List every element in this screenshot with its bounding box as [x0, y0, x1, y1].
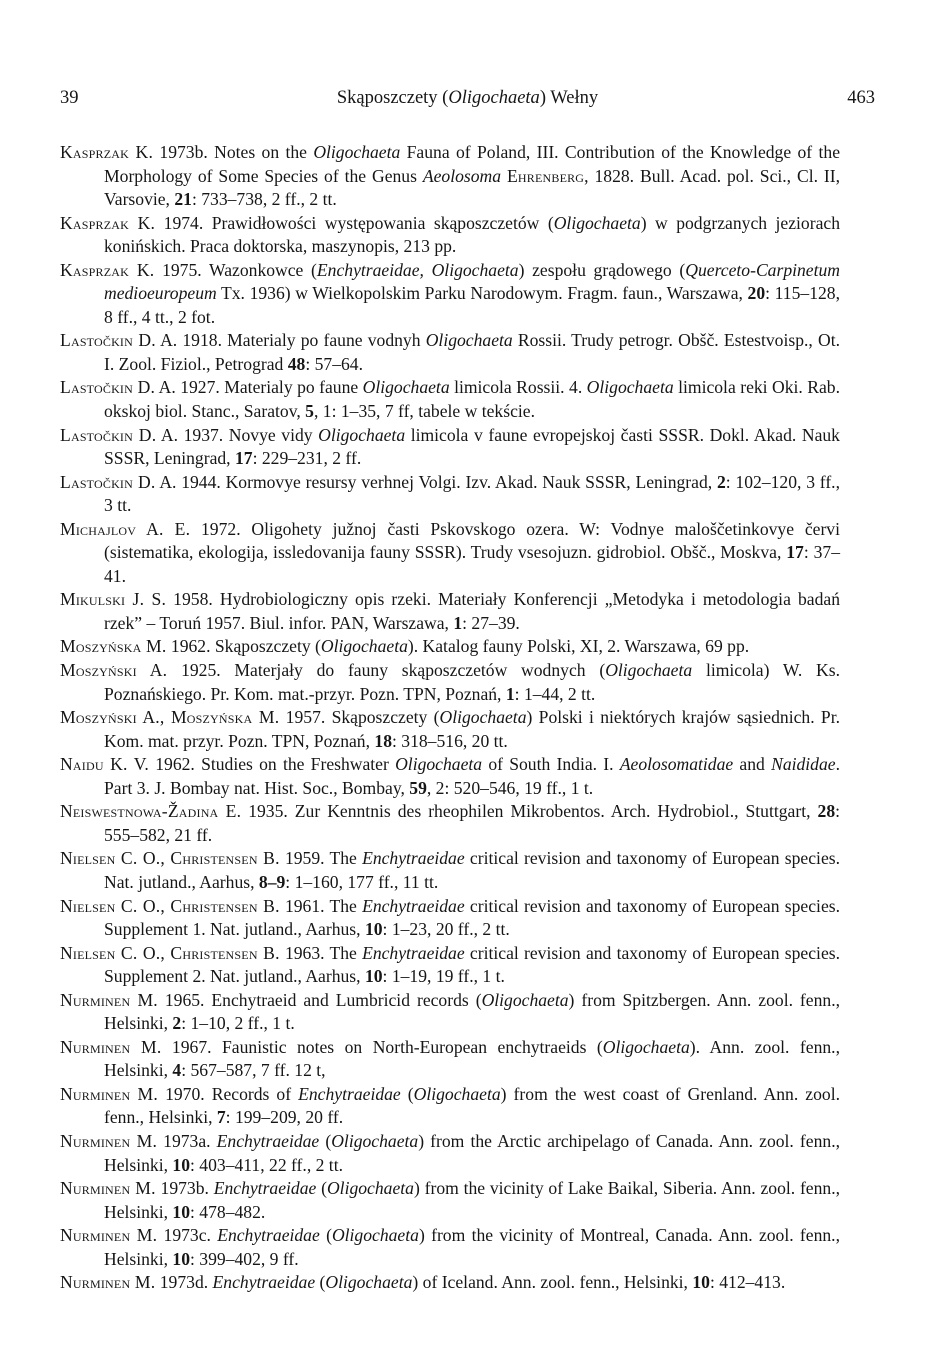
reference-text: 1967. Faunistic notes on North-European enchytraeids ( [161, 1036, 603, 1057]
reference-text: ) w podgrzanych jeziorach konińskich. Praca doktorska, maszynopis, 213 pp. [104, 212, 841, 257]
reference-text: A. 1937. Novye vidy [156, 424, 319, 445]
italic-taxon: Oligochaeta [586, 377, 674, 398]
reference-text: , 1: 1–35, 7 ff, tabele w tekście. [313, 401, 535, 422]
reference-text: 1925. Materjały do fauny skąposzczetów wodnych ( [167, 660, 606, 681]
reference-text: Fauna of Poland, III. Contribution of the Knowledge of the Morphology of Some Species of the Genus [104, 142, 841, 186]
volume-number: 10 [172, 1154, 191, 1175]
reference-text: 1973a. [157, 1130, 217, 1151]
reference-text: limicola v faune evropejskoj časti SSSR. Dokl. Akad. Nauk SSSR, Leningrad, [104, 424, 840, 469]
reference-text: : 478–482. [190, 1201, 266, 1222]
reference-entry [60, 989, 840, 1036]
italic-taxon: Enchytraeidae [213, 1178, 317, 1199]
italic-taxon: Aeolosoma [422, 165, 502, 186]
reference-text: ) from the west coast of Grenland. Ann. zool. fenn., Helsinki, [104, 1083, 840, 1128]
reference-text: , 2: 520–546, 19 ff., 1 t. [426, 777, 594, 798]
reference-text: ) from the vicinity of Montreal, Canada. Ann. zool. fenn., Helsinki, [104, 1225, 840, 1269]
reference-text: 1973d. [155, 1272, 213, 1293]
author-name: Nurminen M. [60, 1272, 156, 1293]
reference-text: : 403–411, 22 ff., 2 tt. [190, 1154, 343, 1175]
reference-text: 1957. Skąposzczety ( [279, 707, 440, 728]
reference-text: , 1828. Bull. Acad. pol. Sci., Cl. II, Varsovie, [104, 165, 841, 210]
italic-taxon: Enchytraeidae [217, 1225, 320, 1246]
reference-text: : 1–23, 20 ff., 2 tt. [382, 919, 510, 940]
reference-text: ) zespołu grądowego ( [518, 259, 686, 280]
reference-text: limicola reki Oki. Rab. okskoj biol. Stanc., Saratov, [104, 377, 840, 422]
author-name: Lastočkin D. [60, 330, 156, 351]
volume-number: 10 [172, 1201, 191, 1222]
italic-taxon: Oligochaeta [553, 212, 641, 233]
reference-entry [60, 753, 840, 800]
volume-number: 18 [374, 730, 392, 751]
author-name: Neiswestnowa-Žadina E. [60, 801, 242, 822]
italic-taxon: Oligochaeta [425, 330, 513, 351]
reference-text: ( [400, 1083, 414, 1104]
volume-number: 17 [234, 448, 253, 469]
volume-number: 1 [505, 683, 515, 704]
author-name: Nielsen C. O., Christensen B. [60, 895, 280, 916]
reference-text: : 1–19, 19 ff., 1 t. [382, 966, 505, 987]
reference-text: critical revision and taxonomy of European species. Supplement 2. Nat. jutland., Aarhus, [104, 942, 840, 987]
author-name: Kasprzak K. [60, 259, 155, 280]
reference-text: ) of Iceland. Ann. zool. fenn., Helsinki, [412, 1272, 693, 1293]
reference-text: critical revision and taxonomy of European species. Supplement 1. Nat. jutland., Aarhus, [104, 895, 840, 940]
italic-taxon: Oligochaeta [318, 424, 406, 445]
italic-taxon: Enchytraeidae [298, 1083, 401, 1104]
reference-text: limicola) W. Ks. Poznańskiego. Pr. Kom. mat.-przyr. Pozn. TPN, Poznań, [104, 660, 841, 704]
volume-number: 7 [216, 1107, 226, 1128]
volume-number: 10 [692, 1272, 710, 1293]
reference-text: 1959. The [279, 848, 363, 869]
reference-text: : 229–231, 2 ff. [252, 448, 362, 469]
author-name: Nurminen M. [60, 1225, 158, 1246]
italic-taxon: Oligochaeta [605, 660, 693, 681]
reference-text: 1973b. Notes on the [153, 142, 314, 162]
volume-number: 8–9 [258, 871, 286, 892]
reference-text: ). Katalog fauny Polski, XI, 2. Warszawa, 69 pp. [407, 636, 750, 657]
italic-taxon: Querceto-Carpinetum medioeuropeum [104, 259, 841, 304]
reference-text: 1972. Oligohety južnoj časti Pskovskogo ozera. W: Vodnye maloščetinkovye červi (sistematika, ekologija, issledovanija fauny SSSR). Trudy vsesojuzn. gidrobiol. Obšč., Moskva, [104, 518, 840, 563]
italic-taxon: Enchytraeidae [362, 895, 465, 916]
author-name: Nielsen C. O., Christensen B. [60, 848, 280, 869]
reference-text: 1970. Records of [158, 1083, 299, 1104]
reference-text: ). Ann. zool. fenn., Helsinki, [104, 1036, 840, 1081]
italic-taxon: Enchytraeidae [216, 1130, 320, 1151]
reference-text: ( [316, 1178, 327, 1199]
reference-text: : 199–209, 20 ff. [225, 1107, 344, 1128]
author-name: Kasprzak K. [60, 212, 156, 233]
reference-text: : 102–120, 3 ff., 3 tt. [104, 471, 840, 516]
reference-text: : 412–413. [709, 1272, 786, 1293]
reference-text: : 399–402, 9 ff. [190, 1248, 299, 1269]
reference-text: : 115–128, 8 ff., 4 tt., 2 fot. [104, 283, 840, 327]
volume-number: 20 [747, 283, 766, 304]
reference-entry [60, 800, 840, 847]
author-name: Lastočkin D. [60, 471, 156, 492]
reference-text: ( [319, 1225, 332, 1246]
italic-taxon: Oligochaeta [331, 1225, 419, 1246]
italic-taxon: Enchytraeidae [362, 848, 465, 869]
reference-text: ) from the vicinity of Lake Baikal, Siberia. Ann. zool. fenn., Helsinki, [104, 1178, 840, 1222]
author-name: Moszyńska M. [60, 636, 167, 657]
italic-taxon: Oligochaeta [413, 1083, 501, 1104]
reference-text: Tx. 1936) w Wielkopolskim Parku Narodowym. Fragm. faun., Warszawa, [216, 283, 748, 304]
reference-entry [60, 1130, 840, 1177]
running-title [60, 88, 875, 109]
reference-entry [60, 1083, 840, 1130]
italic-taxon: Oligochaeta [326, 1178, 414, 1199]
reference-entry [60, 1177, 840, 1224]
author-name: Nurminen M. [60, 1083, 159, 1104]
reference-entry [60, 212, 840, 259]
author-name: Nurminen M. [60, 1178, 156, 1199]
reference-entry [60, 376, 840, 423]
reference-text: A. 1927. Materialy po faune [155, 377, 363, 398]
reference-list [60, 141, 840, 1295]
author-name: Moszyński A. [60, 660, 168, 681]
italic-taxon: Oligochaeta [481, 989, 569, 1010]
reference-text: ) Polski i niektórych krajów sąsiednich. Pr. Kom. mat. przyr. Pozn. TPN, Poznań, [104, 707, 840, 751]
reference-text: critical revision and taxonomy of European species. Nat. jutland., Aarhus, [104, 848, 840, 892]
author-name: Nurminen M. [60, 1036, 162, 1057]
reference-text: of South India. I. [482, 754, 620, 775]
volume-number: 17 [786, 542, 804, 563]
reference-text: : 1–44, 2 tt. [514, 683, 596, 704]
italic-taxon: Enchytraeidae, Oligochaeta [316, 259, 519, 280]
author-name: Lastočkin D. [60, 424, 157, 445]
volume-number: 2 [172, 1013, 182, 1034]
author-name: Naidu K. V. [60, 754, 149, 775]
italic-taxon: Oligochaeta [362, 377, 450, 398]
reference-text: 1962. Studies on the Freshwater [149, 754, 396, 775]
reference-entry [60, 635, 840, 659]
volume-number: 28 [817, 801, 836, 822]
italic-taxon: Oligochaeta [395, 754, 483, 775]
reference-text: : 733–738, 2 ff., 2 tt. [191, 189, 337, 210]
reference-text: : 318–516, 20 tt. [392, 730, 508, 751]
author-name: Lastočkin D. [60, 377, 156, 398]
left-page-label: 39 [60, 88, 79, 108]
reference-text: : 555–582, 21 ff. [104, 801, 840, 845]
italic-taxon: Oligochaeta [439, 707, 527, 728]
reference-entry [60, 471, 840, 518]
reference-text: : 37–41. [104, 542, 840, 586]
reference-text: 1958. Hydrobiologiczny opis rzeki. Materiały Konferencji „Metodyka i metodologia badań rzek” – Toruń 1957. Biul. infor. PAN, Warszawa, [104, 589, 840, 633]
running-header [60, 88, 875, 114]
reference-text: : 1–10, 2 ff., 1 t. [181, 1013, 295, 1034]
reference-text: : 27–39. [462, 612, 520, 633]
italic-taxon: Enchytraeidae [362, 942, 465, 963]
italic-taxon: Oligochaeta [331, 1130, 419, 1151]
italic-taxon: Oligochaeta [602, 1036, 690, 1057]
reference-text: ( [315, 1272, 326, 1293]
reference-entry [60, 895, 840, 942]
reference-text: 1961. The [279, 895, 363, 916]
volume-number: 5 [305, 401, 314, 422]
author-name: Nielsen C. O., Christensen B. [60, 942, 280, 963]
author-name: Mikulski J. S. [60, 589, 167, 610]
reference-entry [60, 588, 840, 635]
italic-taxon: Enchytraeidae [212, 1272, 316, 1293]
reference-text: : 1–160, 177 ff., 11 tt. [285, 871, 439, 892]
reference-entry [60, 141, 840, 212]
volume-number: 1 [453, 612, 463, 633]
reference-entry [60, 847, 840, 894]
reference-text: Rossii. Trudy petrogr. Obšč. Estestvoisp., Ot. I. Zool. Fiziol., Petrograd [104, 330, 840, 374]
volume-number: 10 [364, 966, 383, 987]
author-name: Ehrenberg [506, 165, 585, 186]
volume-number: 10 [364, 919, 383, 940]
author-name: Kasprzak K. [60, 142, 154, 162]
reference-text: ) from the Arctic archipelago of Canada. Ann. zool. fenn., Helsinki, [104, 1130, 840, 1175]
author-name: Nurminen M. [60, 1130, 158, 1151]
reference-text: limicola Rossii. 4. [449, 377, 587, 398]
italic-taxon: Oligochaeta [320, 636, 408, 657]
italic-taxon: Naididae [771, 754, 836, 775]
reference-entry [60, 329, 840, 376]
author-name: Moszyński A., Moszyńska M. [60, 707, 280, 728]
reference-text: 1973c. [157, 1225, 218, 1246]
reference-text: 1973b. [155, 1178, 214, 1199]
reference-text: 1974. Prawidłowości występowania skąposzczetów ( [155, 212, 554, 233]
reference-entry [60, 1271, 840, 1295]
reference-text: 1962. Skąposzczety ( [166, 636, 321, 657]
reference-text: 1965. Enchytraeid and Lumbricid records ( [157, 989, 482, 1010]
running-title-prefix: Skąposzczety ( [336, 88, 449, 108]
reference-entry [60, 706, 840, 753]
reference-entry [60, 659, 840, 706]
reference-text: A. 1918. Materialy po faune vodnyh [155, 330, 426, 351]
author-name: Nurminen M. [60, 989, 158, 1010]
running-title-taxon: Oligochaeta [448, 88, 540, 108]
author-name: Michajlov A. E. [60, 518, 191, 539]
italic-taxon: Aeolosomatidae [619, 754, 734, 775]
reference-entry [60, 1036, 840, 1083]
reference-text: : 567–587, 7 ff. 12 t, [181, 1060, 326, 1081]
volume-number: 2 [716, 471, 726, 492]
reference-text: . Part 3. J. Bombay nat. Hist. Soc., Bombay, [104, 754, 840, 798]
page-number: 463 [847, 88, 875, 108]
reference-entry [60, 1224, 840, 1271]
volume-number: 48 [287, 353, 306, 374]
reference-text: : 57–64. [305, 353, 363, 374]
volume-number: 10 [172, 1248, 191, 1269]
volume-number: 59 [409, 777, 427, 798]
running-title-suffix: ) Wełny [539, 88, 599, 108]
reference-entry [60, 518, 840, 589]
italic-taxon: Oligochaeta [313, 142, 401, 162]
reference-text: 1975. Wazonkowce ( [154, 259, 317, 280]
reference-entry [60, 942, 840, 989]
reference-text: ) from Spitzbergen. Ann. zool. fenn., Helsinki, [104, 989, 840, 1034]
volume-number: 4 [172, 1060, 182, 1081]
reference-entry [60, 424, 840, 471]
reference-text: A. 1944. Kormovye resursy verhnej Volgi. Izv. Akad. Nauk SSSR, Leningrad, [155, 471, 717, 492]
volume-number: 21 [174, 189, 192, 210]
reference-text: ( [319, 1130, 332, 1151]
reference-text: 1935. Zur Kenntnis des rheophilen Mikrobentos. Arch. Hydrobiol., Stuttgart, [241, 801, 818, 822]
reference-text: and [733, 754, 772, 775]
reference-entry [60, 259, 840, 330]
italic-taxon: Oligochaeta [325, 1272, 413, 1293]
reference-text: 1963. The [279, 942, 363, 963]
